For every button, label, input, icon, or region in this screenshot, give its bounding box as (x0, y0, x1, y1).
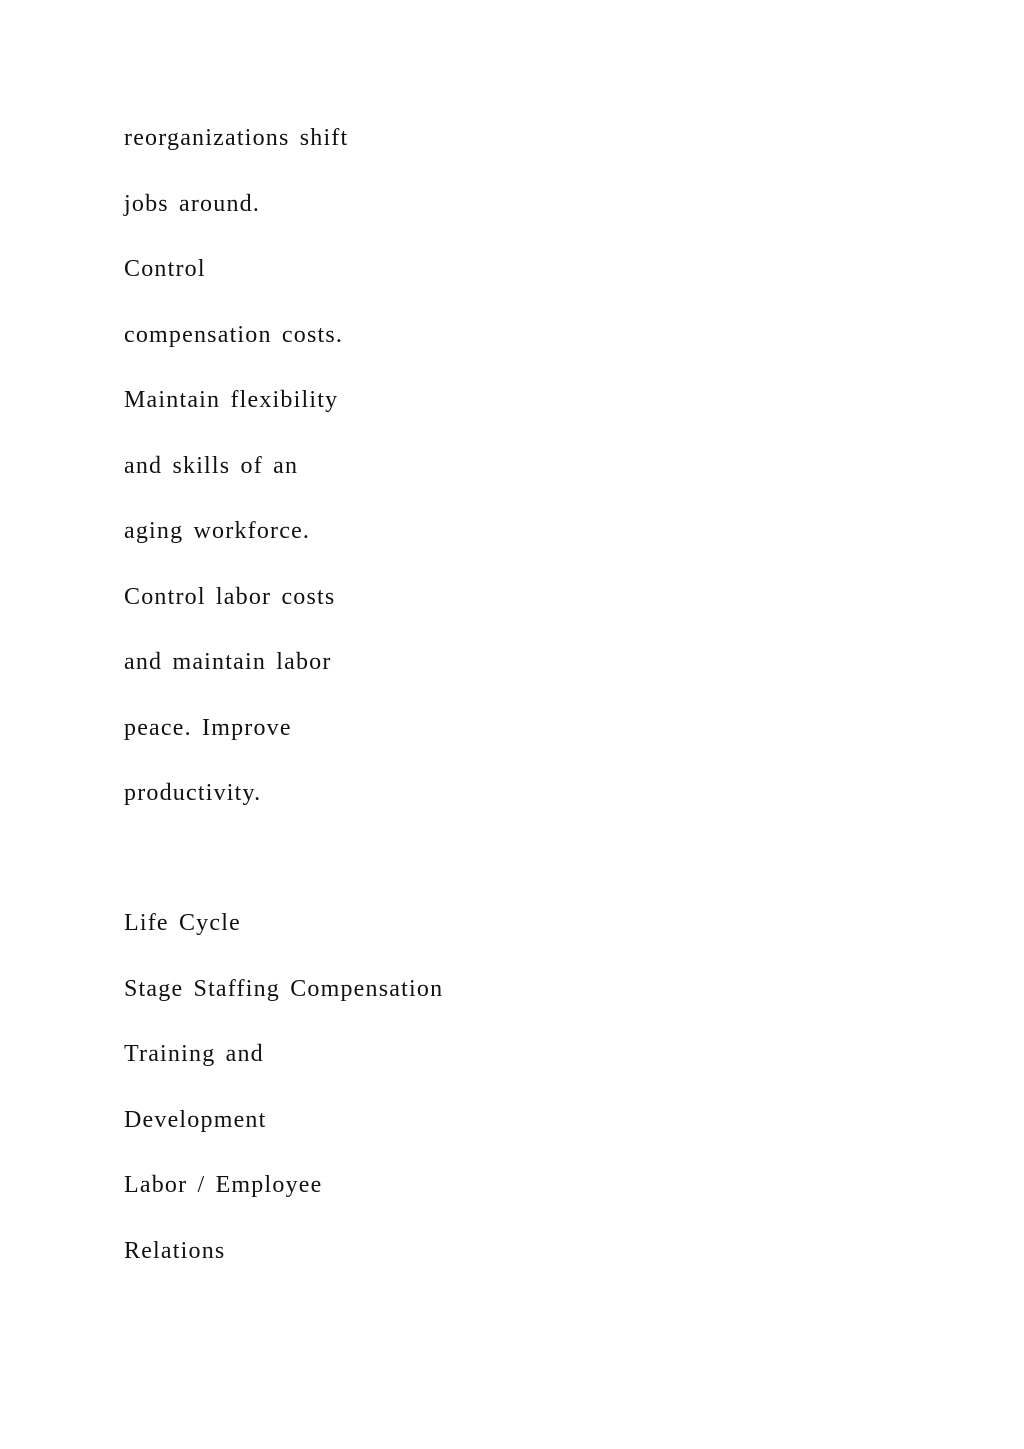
text-line: productivity. (124, 780, 262, 806)
text-line: Control (124, 256, 206, 282)
text-line: Labor / Employee (124, 1172, 323, 1198)
text-line: compensation costs. (124, 321, 344, 348)
text-line: reorganizations shift (124, 125, 349, 151)
text-line: peace. Improve (124, 714, 292, 741)
text-line: Maintain flexibility (124, 387, 339, 413)
text-line: Development (124, 1106, 267, 1133)
text-line: Training and (124, 1041, 264, 1067)
text-line: Control labor costs (124, 583, 336, 610)
text-line: jobs around. (124, 190, 261, 217)
text-line: Stage Staffing Compensation (124, 975, 444, 1002)
text-line: and skills of an (124, 452, 299, 479)
text-line: Relations (124, 1237, 226, 1264)
text-block-strategies (124, 122, 824, 843)
text-line: aging workforce. (124, 518, 311, 544)
text-block-table-headers (124, 907, 824, 1300)
text-line: and maintain labor (124, 649, 332, 675)
text-line: Life Cycle (124, 910, 241, 936)
